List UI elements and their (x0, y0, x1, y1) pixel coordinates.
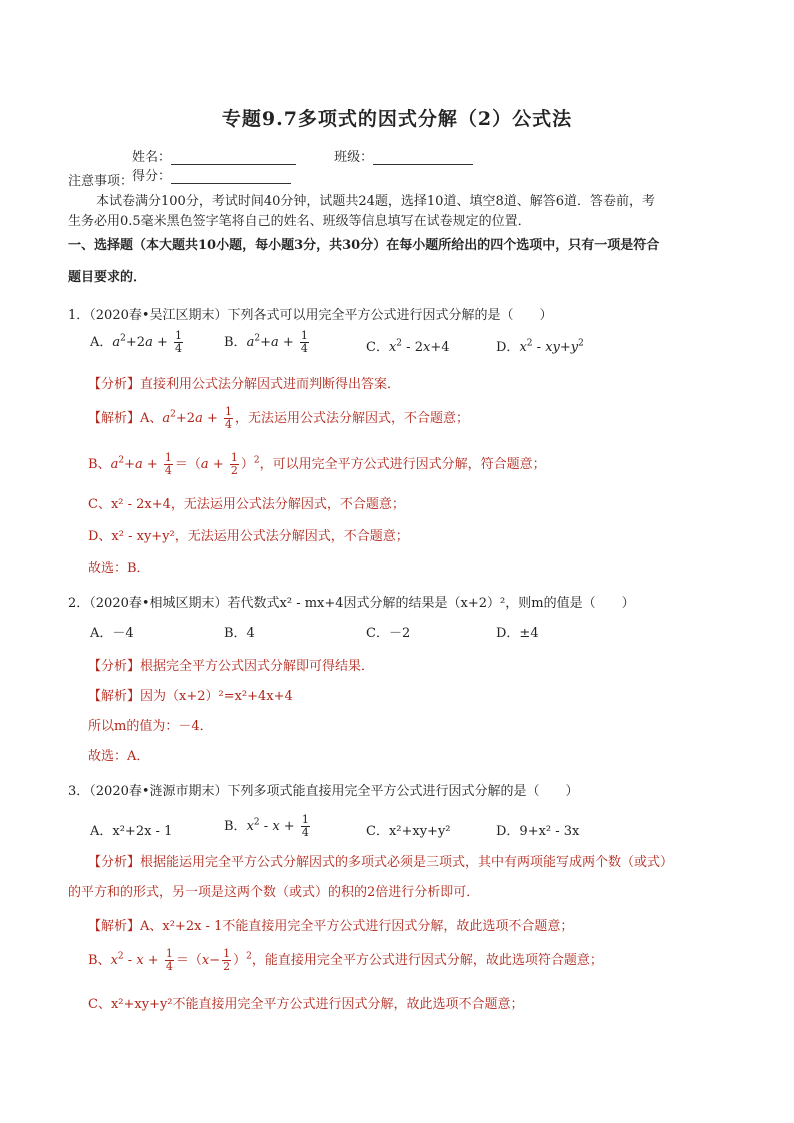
q3-solution-c: C、x²+xy+y²不能直接用完全平方公式进行因式分解，故此选项不合题意； (88, 997, 524, 1012)
class-field[interactable]: 班级： (334, 146, 473, 165)
q2-option-c[interactable]: C．－2 (366, 626, 411, 641)
q3-option-c[interactable]: C．x²+xy+y² (366, 824, 451, 839)
notice-body-2: 生务必用0.5毫米黑色签字笔将自己的姓名、班级等信息填写在试卷规定的位置． (68, 214, 531, 229)
q1-stem: 1．（2020春•吴江区期末）下列各式可以用完全平方公式进行因式分解的是（ ） (68, 308, 553, 323)
q3-analysis-2: 的平方和的形式，另一项是这两个数（或式）的积的2倍进行分析即可． (68, 885, 480, 900)
q1-options (90, 330, 750, 358)
q2-solution-2: 所以m的值为：－4． (88, 719, 213, 734)
name-field[interactable]: 姓名： (132, 146, 296, 165)
q1-solution-d: D、x² - xy+y²，无法运用公式法分解因式，不合题意； (88, 529, 409, 544)
page-title: 专题9.7多项式的因式分解（2）公式法 (221, 108, 573, 130)
q1-option-c[interactable]: C．$x^2 - 2x+4$ (366, 338, 450, 355)
q2-analysis: 【分析】根据完全平方公式因式分解即可得结果． (88, 659, 375, 674)
q1-answer: 故选：B． (88, 561, 150, 576)
q2-option-b[interactable]: B．4 (224, 626, 255, 641)
q2-solution-1: 【解析】因为（x+2）²=x²+4x+4 (88, 689, 293, 704)
q3-option-d[interactable]: D．9+x² - 3x (496, 824, 580, 839)
q1-option-b[interactable]: B．$a^2+a$ + $\frac{1}{4}$ (224, 329, 308, 355)
q2-option-a[interactable]: A．－4 (90, 626, 134, 641)
q1-solution-a: 【解析】A、$a^2+2a$ + $\frac{1}{4}$ ，无法运用公式法分解因式，不合题意； (88, 405, 470, 431)
q1-solution-b: B、$a^2+a$ + $\frac{1}{4}$ ＝（a + $\frac{1}{2}$ ）$^2$，可以用完全平方公式进行因式分解，符合题意； (88, 451, 546, 477)
q3-option-a[interactable]: A．x²+2x - 1 (90, 824, 173, 839)
q1-option-a[interactable]: A．$a^2+2a$ + $\frac{1}{4}$ (90, 329, 182, 355)
q3-solution-b: B、$x^2$ - x + $\frac{1}{4}$ ＝（x− $\frac{1}{2}$ ）$^2$，能直接用完全平方公式进行因式分解，故此选项符合题意； (88, 947, 603, 973)
section-heading-2: 题目要求的． (68, 270, 147, 285)
notice-heading: 注意事项： (68, 174, 134, 189)
q3-option-b[interactable]: B．$x^2$ - x + $\frac{1}{4}$ (224, 813, 309, 839)
q2-options (90, 622, 750, 650)
q1-solution-c: C、x² - 2x+4，无法运用公式法分解因式，不合题意； (88, 497, 405, 512)
q3-options (90, 814, 750, 842)
q3-analysis-1: 【分析】根据能运用完全平方公式分解因式的多项式必须是三项式，其中有两项能写成两个数（或式） (88, 855, 674, 870)
q2-option-d[interactable]: D．±4 (496, 626, 539, 641)
q3-stem: 3．（2020春•涟源市期末）下列多项式能直接用完全平方公式进行因式分解的是（ ） (68, 784, 579, 799)
notice-body-1: 本试卷满分100分，考试时间40分钟，试题共24题，选择10道、填空8道、解答6道．答卷前，考 (96, 194, 655, 209)
q1-analysis: 【分析】直接利用公式法分解因式进而判断得出答案． (88, 377, 401, 392)
section-heading-1: 一、选择题（本大题共10小题，每小题3分，共30分）在每小题所给出的四个选项中，只有一项是符合 (68, 238, 660, 253)
q2-stem: 2．（2020春•相城区期末）若代数式x² - mx+4因式分解的结果是（x+2）²，则m的值是（ ） (68, 596, 635, 611)
q2-answer: 故选：A． (88, 749, 150, 764)
q1-option-d[interactable]: D．$x^2 - xy+y^2$ (496, 338, 584, 355)
score-field[interactable]: 得分： (132, 165, 291, 184)
q3-solution-a: 【解析】A、x²+2x - 1不能直接用完全平方公式进行因式分解，故此选项不合题意； (88, 919, 574, 934)
